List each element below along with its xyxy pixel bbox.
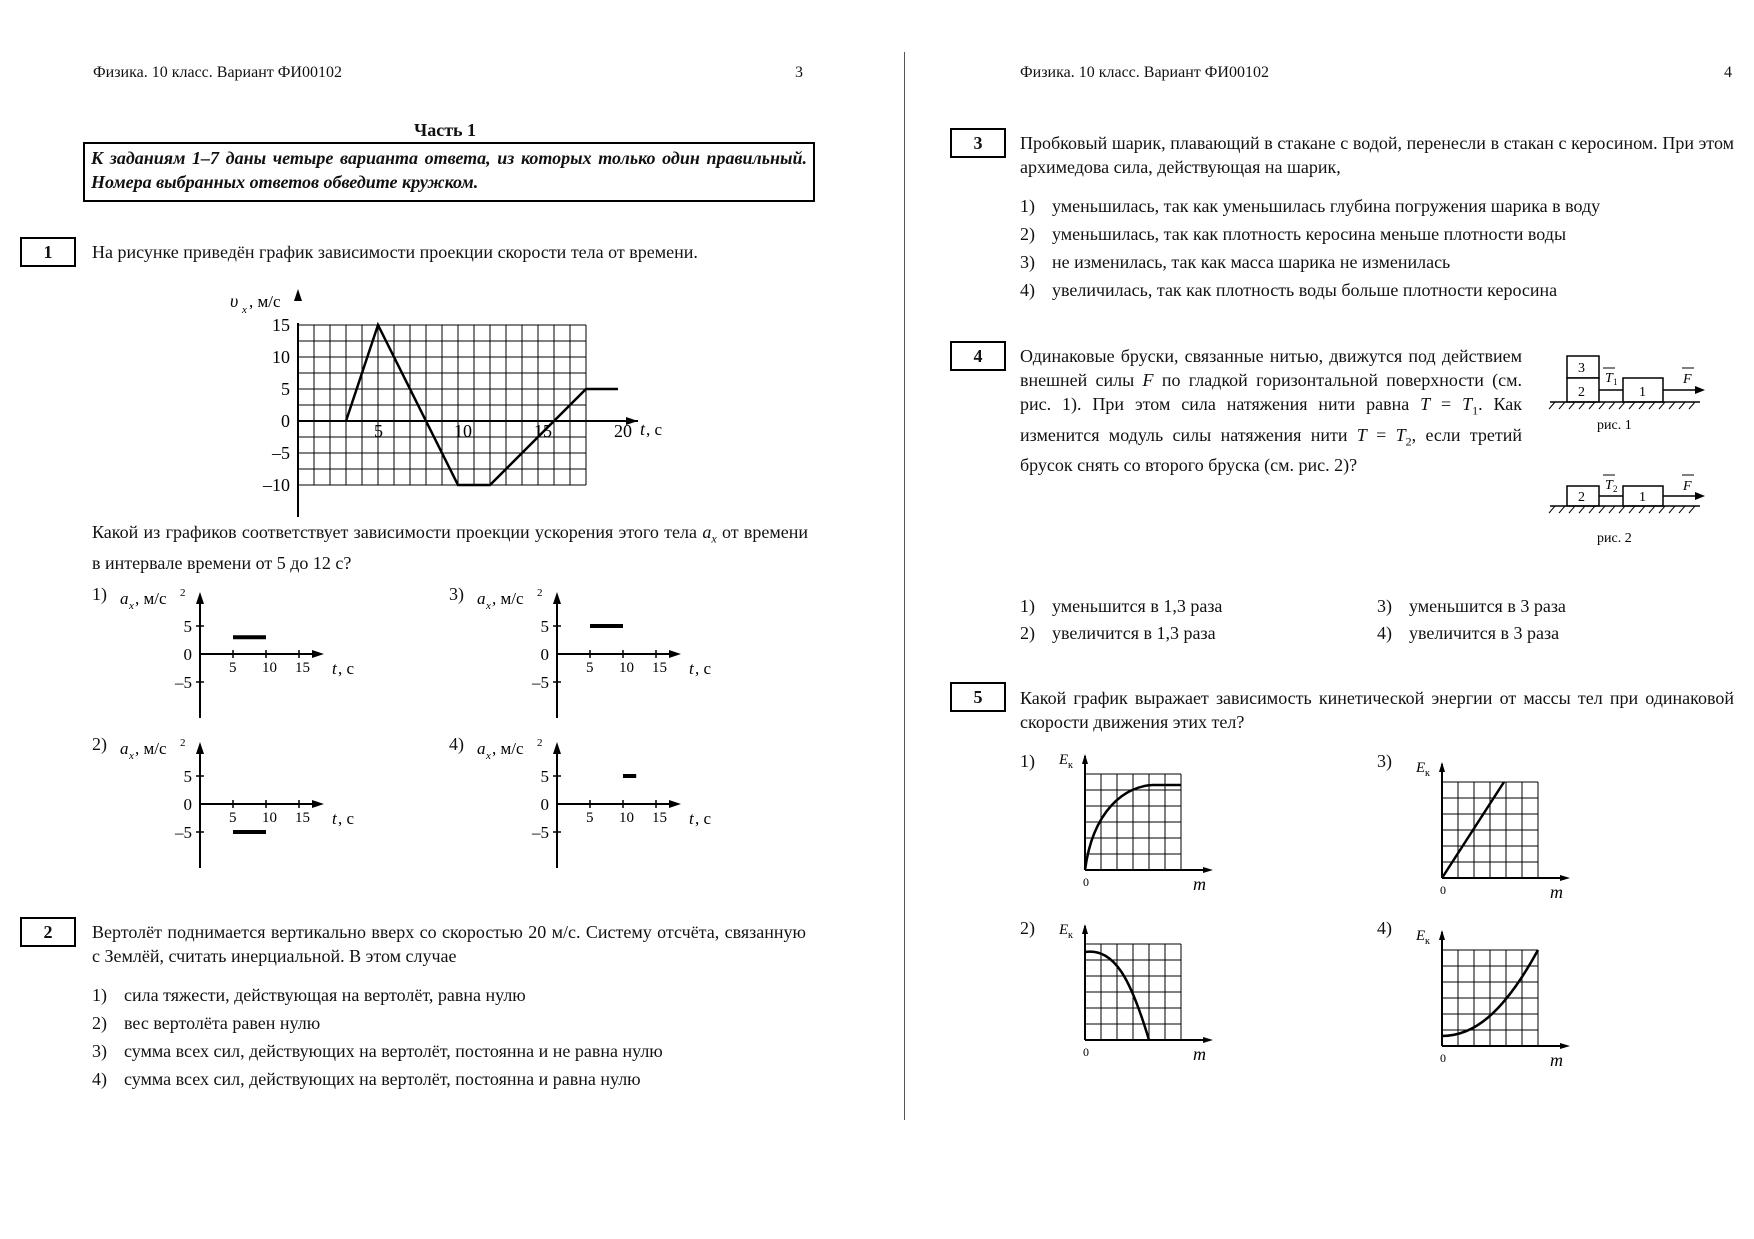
q5-option-1-num[interactable]: 1) <box>1020 751 1035 771</box>
acc-y-tick: 0 <box>183 645 192 664</box>
acc-y-tick: 0 <box>540 795 549 814</box>
acc-y-tick: –5 <box>175 823 192 842</box>
q3-option-4-text: увеличилась, так как плотность воды больше плотности керосина <box>1052 280 1558 300</box>
q4-eq2-lhs: T <box>1356 424 1367 445</box>
q4-force: F <box>1142 370 1154 390</box>
q2-option-3-num: 3) <box>92 1041 107 1061</box>
q3-option-1-num: 1) <box>1020 196 1035 216</box>
q4-option-3[interactable] <box>1377 594 1566 618</box>
acc-x-label-unit: , с <box>338 809 355 828</box>
velocity-y-ticks <box>262 315 290 495</box>
acc-x-label: t <box>689 809 694 828</box>
acc-x-tick: 10 <box>262 660 277 676</box>
q5-text: Какой график выражает зависимость кинетической энергии от массы тел при одинаковой скорости движения этих тел? <box>1020 688 1734 732</box>
acc-x-label-unit: , с <box>695 809 712 828</box>
instruction-box: К заданиям 1–7 даны четыре варианта ответа, из которых только один правильный. Номера выбранных ответов обведите кружком. <box>83 142 815 202</box>
ek-y-label: E <box>1059 922 1069 938</box>
fig2-force-arrowhead <box>1695 492 1705 500</box>
acc-y-tick: 5 <box>183 767 192 786</box>
right-page-number: 4 <box>1724 64 1732 81</box>
acc-y-label-sub: x <box>486 750 491 762</box>
q4-eq1-sub: 1 <box>1472 403 1479 418</box>
q5-option-1-graph[interactable] <box>1055 748 1215 896</box>
q2-option-2-text: вес вертолёта равен нулю <box>124 1013 321 1033</box>
q1-option-2-num[interactable]: 2) <box>92 734 107 754</box>
acc-x-tick: 10 <box>619 660 634 676</box>
acc-x-arrow <box>312 800 324 808</box>
acc-y-label: a <box>477 739 486 758</box>
acc-y-label-sub: x <box>129 750 134 762</box>
acc-y-label-sup: 2 <box>180 737 186 749</box>
q4-option-1-num: 1) <box>1020 596 1035 616</box>
acc-y-label: a <box>120 739 129 758</box>
q4-eq1-rhs: T <box>1462 394 1473 414</box>
q4-figure-1 <box>1545 350 1715 440</box>
q1-option-1-graph[interactable] <box>120 584 380 724</box>
velocity-x-tick: 20 <box>614 421 632 441</box>
q4-eq2-rhs: T <box>1395 424 1406 445</box>
q1-option-2-graph[interactable] <box>120 734 380 874</box>
ek-y-label: E <box>1416 928 1426 944</box>
velocity-grid <box>298 325 586 485</box>
q4-option-4[interactable] <box>1377 621 1559 645</box>
ek-origin: 0 <box>1083 875 1089 889</box>
q2-option-4[interactable] <box>92 1067 641 1091</box>
q2-option-1[interactable] <box>92 983 526 1007</box>
ek-y-label: E <box>1416 760 1426 776</box>
q5-option-4-graph[interactable] <box>1412 924 1572 1072</box>
acc-x-arrow <box>669 650 681 658</box>
q3-option-4-num: 4) <box>1020 280 1035 300</box>
ek-y-label-sub: к <box>1425 768 1430 779</box>
q4-text-d: , если третий брусок снять со второго бруска (см. рис. 2)? <box>1020 424 1523 476</box>
velocity-x-ticks <box>374 421 632 441</box>
q4-option-3-text: уменьшится в 3 раза <box>1409 596 1566 616</box>
ek-y-arrow <box>1082 754 1088 764</box>
q4-option-2-text: увеличится в 1,3 раза <box>1052 623 1216 643</box>
q4-text-b: по гладкой горизонтальной поверхности (см. рис. 1). При этом сила натяжения нити равна <box>1020 370 1523 414</box>
q4-number: 4 <box>950 341 1006 371</box>
velocity-y-label-unit: , м/с <box>249 292 281 311</box>
y-axis-arrow <box>294 289 302 301</box>
acc-x-tick: 15 <box>652 810 667 826</box>
left-page-number: 3 <box>795 64 803 81</box>
q2-option-1-text: сила тяжести, действующая на вертолёт, равна нулю <box>124 985 526 1005</box>
acc-y-arrow <box>196 742 204 754</box>
acc-x-label-unit: , с <box>695 659 712 678</box>
right-page-header: Физика. 10 класс. Вариант ФИ00102 <box>1020 64 1269 81</box>
acc-x-label: t <box>332 659 337 678</box>
acc-x-tick: 5 <box>586 810 594 826</box>
velocity-y-tick: –10 <box>263 475 290 495</box>
q4-option-2[interactable] <box>1020 621 1216 645</box>
ek-y-label-sub: к <box>1068 760 1073 771</box>
q5-option-3-num[interactable]: 3) <box>1377 751 1392 771</box>
ek-x-label: m <box>1193 874 1206 894</box>
part-title: Часть 1 <box>414 120 477 140</box>
acc-y-label-unit: , м/с <box>492 589 524 608</box>
q1-question-tail: от времени в интервале времени от 5 до 12 с? <box>92 522 809 573</box>
acc-y-label: a <box>120 589 129 608</box>
acc-y-label-unit: , м/с <box>135 739 167 758</box>
acc-x-tick: 10 <box>619 810 634 826</box>
ek-x-label: m <box>1193 1044 1206 1064</box>
ek-y-label-sub: к <box>1068 930 1073 941</box>
fig1-tension-sub: 1 <box>1613 377 1618 387</box>
fig1-tension-label: T <box>1605 371 1613 386</box>
q1-text: На рисунке приведён график зависимости проекции скорости тела от времени. <box>92 242 698 262</box>
q3-text: Пробковый шарик, плавающий в стакане с водой, перенесли в стакан с керосином. При этом архимедова сила, действующая на шарик, <box>1020 133 1734 177</box>
q3-option-3-text: не изменилась, так как масса шарика не изменилась <box>1052 252 1451 272</box>
acc-y-arrow <box>196 592 204 604</box>
q3-option-3[interactable] <box>1020 250 1450 274</box>
fig1-hatching <box>1549 402 1695 409</box>
q3-option-1[interactable] <box>1020 194 1600 218</box>
velocity-x-tick: 5 <box>374 421 383 441</box>
fig2-hatching <box>1549 506 1695 513</box>
acc-x-label-unit: , с <box>338 659 355 678</box>
acc-y-label: a <box>477 589 486 608</box>
acc-y-tick: 0 <box>183 795 192 814</box>
velocity-x-label-unit: , с <box>646 420 663 439</box>
acc-y-label-sup: 2 <box>537 587 543 599</box>
acc-y-label-unit: , м/с <box>492 739 524 758</box>
acc-x-tick: 15 <box>295 810 310 826</box>
fig1-force-label: F <box>1683 372 1692 387</box>
q1-option-3-num[interactable]: 3) <box>449 584 464 604</box>
acc-y-label-sub: x <box>129 600 134 612</box>
acc-x-arrow <box>669 800 681 808</box>
q4-text-a: Одинаковые бруски, связанные нитью, движутся под действием внешней силы <box>1020 346 1522 390</box>
velocity-y-label-sub: x <box>242 304 247 316</box>
q2-option-4-text: сумма всех сил, действующих на вертолёт, постоянна и равна нулю <box>124 1069 641 1089</box>
ek-y-arrow <box>1439 762 1445 772</box>
acc-y-tick: 5 <box>540 767 549 786</box>
q4-option-3-num: 3) <box>1377 596 1392 616</box>
acc-x-tick: 5 <box>229 810 237 826</box>
ek-origin: 0 <box>1440 883 1446 897</box>
acc-x-label: t <box>332 809 337 828</box>
acc-x-label: t <box>689 659 694 678</box>
q4-option-1-text: уменьшится в 1,3 раза <box>1052 596 1223 616</box>
ek-y-arrow <box>1082 924 1088 934</box>
acc-y-tick: –5 <box>532 823 549 842</box>
q3-option-2-text: уменьшилась, так как плотность керосина меньше плотности воды <box>1052 224 1567 244</box>
q2-option-3-text: сумма всех сил, действующих на вертолёт, постоянна и не равна нулю <box>124 1041 663 1061</box>
acc-x-arrow <box>312 650 324 658</box>
q3-option-4[interactable] <box>1020 278 1557 302</box>
velocity-y-label: υ <box>230 291 239 311</box>
q2-option-2[interactable] <box>92 1011 320 1035</box>
q1-velocity-chart <box>218 285 668 530</box>
fig2-label-2: 2 <box>1578 490 1585 505</box>
fig2-tension-label: T <box>1605 478 1613 493</box>
q3-number: 3 <box>950 128 1006 158</box>
q2-option-1-num: 1) <box>92 985 107 1005</box>
acc-y-arrow <box>553 742 561 754</box>
ek-x-arrow <box>1560 875 1570 881</box>
fig1-label-2: 2 <box>1578 385 1585 400</box>
q4-figure-2 <box>1545 470 1715 550</box>
fig1-caption: рис. 1 <box>1597 418 1632 433</box>
q3-option-3-num: 3) <box>1020 252 1035 272</box>
q1-option-1-num[interactable]: 1) <box>92 584 107 604</box>
acc-y-tick: 5 <box>183 617 192 636</box>
acc-x-tick: 15 <box>295 660 310 676</box>
acc-y-label-sup: 2 <box>180 587 186 599</box>
acc-y-arrow <box>553 592 561 604</box>
ek-origin: 0 <box>1440 1051 1446 1065</box>
q4-text-c: . Как изменится модуль силы натяжения нити <box>1020 394 1522 445</box>
q3-option-1-text: уменьшилась, так как уменьшилась глубина погружения шарика в воду <box>1052 196 1601 216</box>
q1-question-var: a <box>702 522 712 542</box>
fig1-label-1: 1 <box>1639 385 1646 400</box>
velocity-x-tick: 15 <box>534 421 552 441</box>
q2-option-2-num: 2) <box>92 1013 107 1033</box>
acc-y-tick: –5 <box>532 673 549 692</box>
fig1-label-3: 3 <box>1578 361 1585 376</box>
q1-option-4-num[interactable]: 4) <box>449 734 464 754</box>
q2-number: 2 <box>20 917 76 947</box>
ek-y-label-sub: к <box>1425 936 1430 947</box>
velocity-y-tick: 10 <box>272 347 290 367</box>
fig2-label-1: 1 <box>1639 490 1646 505</box>
velocity-x-tick: 10 <box>454 421 472 441</box>
left-page-header: Физика. 10 класс. Вариант ФИ00102 <box>93 64 342 81</box>
ek-x-label: m <box>1550 882 1563 902</box>
velocity-y-tick: –5 <box>272 443 290 463</box>
ek-y-arrow <box>1439 930 1445 940</box>
fig1-force-arrowhead <box>1695 386 1705 394</box>
acc-x-tick: 5 <box>229 660 237 676</box>
q5-number: 5 <box>950 682 1006 712</box>
q1-question <box>92 520 808 575</box>
q5-option-2-graph[interactable] <box>1055 918 1215 1066</box>
velocity-y-tick: 15 <box>272 315 290 335</box>
q4-option-2-num: 2) <box>1020 623 1035 643</box>
q2-option-4-num: 4) <box>92 1069 107 1089</box>
acc-y-tick: 0 <box>540 645 549 664</box>
q1-question-sub: x <box>711 531 717 546</box>
ek-x-label: m <box>1550 1050 1563 1070</box>
ek-y-label: E <box>1059 752 1069 768</box>
q2-option-3[interactable] <box>92 1039 663 1063</box>
ek-origin: 0 <box>1083 1045 1089 1059</box>
q2-text: Вертолёт поднимается вертикально вверх со скоростью 20 м/с. Систему отсчёта, связанную с Землёй, считать инерциальной. В этом случае <box>92 922 806 966</box>
q4-option-1[interactable] <box>1020 594 1222 618</box>
q3-option-2[interactable] <box>1020 222 1566 246</box>
acc-y-label-unit: , м/с <box>135 589 167 608</box>
acc-y-label-sub: x <box>486 600 491 612</box>
q1-option-3-graph[interactable] <box>477 584 737 724</box>
ek-x-arrow <box>1203 1037 1213 1043</box>
ek-x-arrow <box>1203 867 1213 873</box>
q4-text: Одинаковые бруски, связанные нитью, движутся под действием внешней силы F по гладкой горизонтальной поверхности (см. рис. 1). При этом сила натяжения нити равна $T = T_1$. Как изменится модуль силы натяжения нити $T = T_2$, если третий брусок снять со второго бруска (см. рис. 2)? <box>1020 346 1523 476</box>
fig2-caption: рис. 2 <box>1597 531 1632 546</box>
fig2-force-label: F <box>1683 479 1692 494</box>
velocity-y-tick: 5 <box>281 379 290 399</box>
q5-option-3-graph[interactable] <box>1412 756 1572 904</box>
acc-y-label-sup: 2 <box>537 737 543 749</box>
q5-option-2-num[interactable]: 2) <box>1020 918 1035 938</box>
acc-x-tick: 5 <box>586 660 594 676</box>
page-divider <box>904 52 905 1120</box>
q4-eq1-lhs: T <box>1420 394 1431 414</box>
q1-option-4-graph[interactable] <box>477 734 737 874</box>
q1-number: 1 <box>20 237 76 267</box>
acc-x-tick: 10 <box>262 810 277 826</box>
fig2-tension-sub: 2 <box>1613 484 1618 494</box>
acc-y-tick: –5 <box>175 673 192 692</box>
velocity-x-label: t <box>640 419 646 439</box>
velocity-y-tick: 0 <box>281 411 290 431</box>
acc-y-tick: 5 <box>540 617 549 636</box>
acc-x-tick: 15 <box>652 660 667 676</box>
q3-option-2-num: 2) <box>1020 224 1035 244</box>
q4-option-4-num: 4) <box>1377 623 1392 643</box>
q4-option-4-text: увеличится в 3 раза <box>1409 623 1560 643</box>
q4-eq2-sub: 2 <box>1405 434 1412 449</box>
q5-option-4-num[interactable]: 4) <box>1377 918 1392 938</box>
ek-x-arrow <box>1560 1043 1570 1049</box>
q1-question-text: Какой из графиков соответствует зависимости проекции ускорения этого тела <box>92 522 697 542</box>
